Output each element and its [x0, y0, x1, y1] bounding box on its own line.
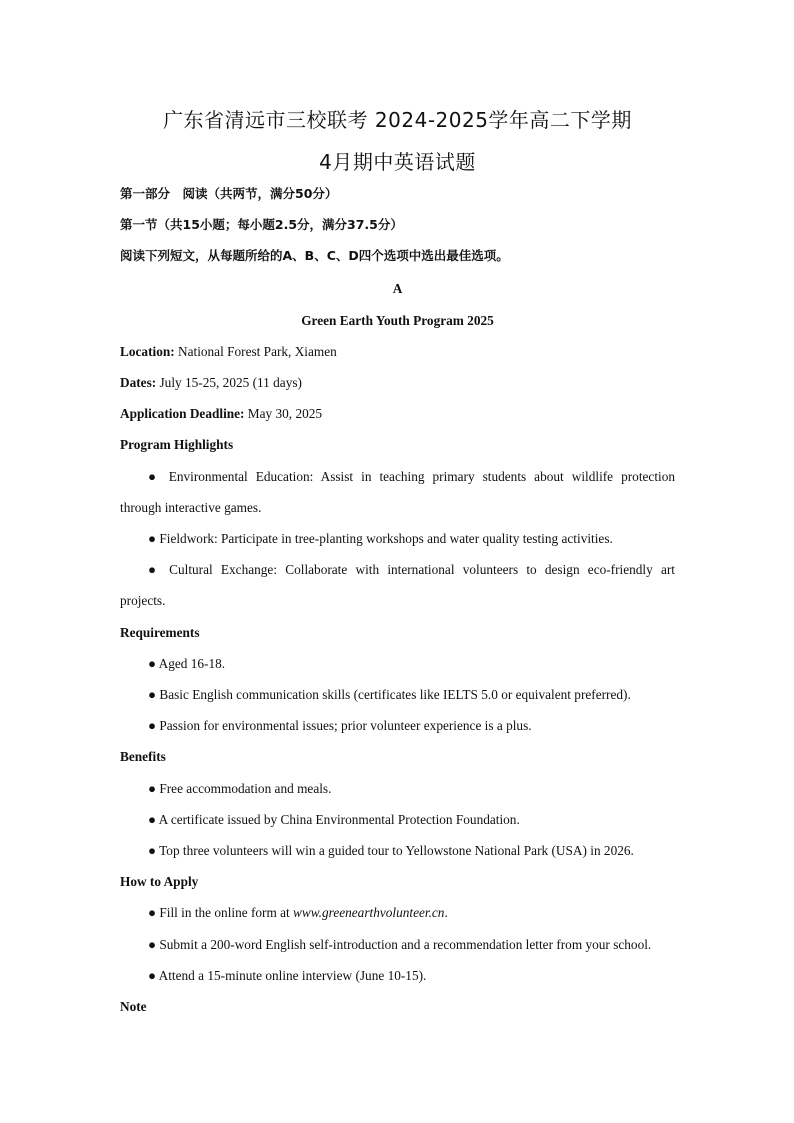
requirement-item: ● Aged 16-18. — [148, 656, 226, 671]
exam-title-line1: 广东省清远市三校联考 2024-2025学年高二下学期 — [163, 108, 632, 132]
dates-value: July 15-25, 2025 (11 days) — [156, 375, 302, 390]
apply-item — [148, 905, 448, 921]
apply-item: ● Attend a 15-minute online interview (June 10-15). — [148, 968, 427, 983]
highlight-item: ● Environmental Education: Assist in teaching primary students about wildlife protection — [148, 469, 675, 484]
benefit-item: ● Free accommodation and meals. — [148, 781, 332, 796]
subsection-heading: 第一节（共15小题；每小题2.5分，满分37.5分） — [120, 217, 403, 232]
benefits-heading: Benefits — [120, 749, 166, 764]
location-line — [120, 344, 337, 360]
apply-item-prefix: ● Fill in the online form at — [148, 905, 294, 920]
requirement-item: ● Passion for environmental issues; prior volunteer experience is a plus. — [148, 718, 532, 733]
benefit-item: ● A certificate issued by China Environmental Protection Foundation. — [148, 812, 520, 827]
dates-label: Dates: — [120, 375, 157, 390]
deadline-label: Application Deadline: — [120, 406, 245, 421]
highlight-item: ● Cultural Exchange: Collaborate with international volunteers to design eco-friendly art — [148, 562, 675, 577]
instruction-text: 阅读下列短文，从每题所给的A、B、C、D四个选项中选出最佳选项。 — [120, 248, 509, 263]
part-heading: 第一部分 阅读（共两节，满分50分） — [120, 186, 338, 201]
program-website-link[interactable]: www.greenearthvolunteer.cn — [293, 905, 445, 920]
apply-item-suffix: . — [444, 905, 448, 920]
highlight-item-continued: through interactive games. — [120, 500, 262, 515]
exam-title-line2: 4月期中英语试题 — [319, 150, 476, 174]
benefit-item: ● Top three volunteers will win a guided tour to Yellowstone National Park (USA) in 2026. — [148, 843, 634, 858]
requirements-heading: Requirements — [120, 625, 200, 640]
apply-heading: How to Apply — [120, 874, 199, 889]
location-value: National Forest Park, Xiamen — [174, 344, 337, 359]
note-heading: Note — [120, 999, 147, 1014]
highlights-heading: Program Highlights — [120, 437, 234, 452]
passage-heading: Green Earth Youth Program 2025 — [301, 313, 494, 328]
requirement-item: ● Basic English communication skills (certificates like IELTS 5.0 or equivalent preferred). — [148, 687, 631, 702]
deadline-value: May 30, 2025 — [244, 406, 323, 421]
highlight-item: ● Fieldwork: Participate in tree-planting workshops and water quality testing activities. — [148, 531, 613, 546]
deadline-line — [120, 406, 322, 422]
passage-letter: A — [392, 281, 403, 296]
apply-item: ● Submit a 200-word English self-introduction and a recommendation letter from your school. — [148, 937, 652, 952]
location-label: Location: — [120, 344, 175, 359]
highlight-item-continued: projects. — [120, 593, 166, 608]
dates-line — [120, 375, 302, 391]
